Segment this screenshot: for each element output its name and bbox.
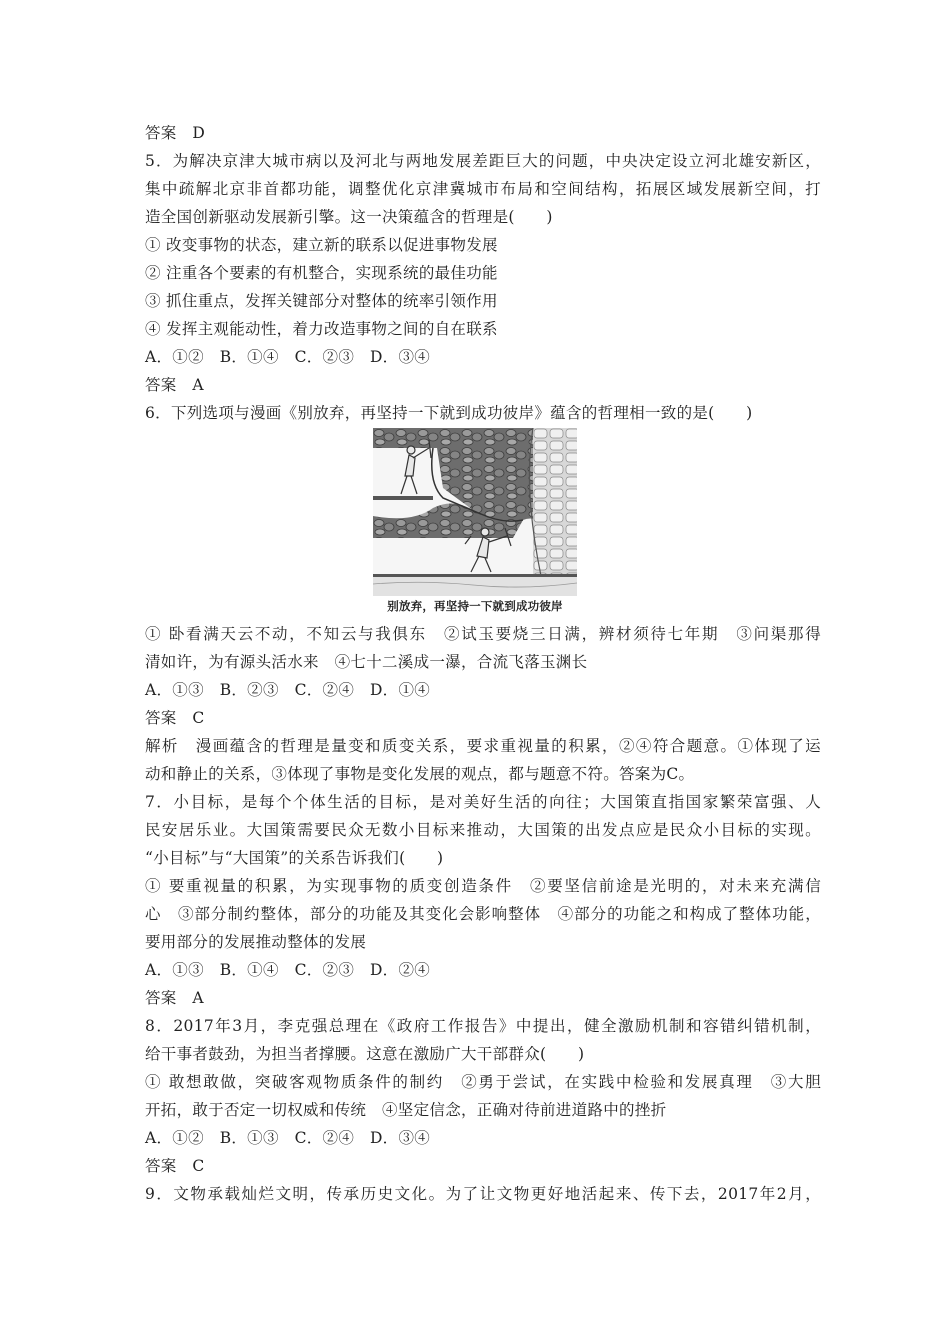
- answer-5: 答案 A: [145, 376, 204, 394]
- q6-option-line-2: 清如许，为有源头活水来 ④七十二溪成一瀑，合流飞落玉渊长: [145, 653, 588, 671]
- q6-analysis-line-2: 动和静止的关系，③体现了事物是变化发展的观点，都与题意不符。答案为C。: [145, 765, 695, 783]
- q6-option-line-1: ① 卧看满天云不动，不知云与我俱东 ②试玉要烧三日满，辨材须待七年期 ③问渠那得: [145, 625, 821, 643]
- cartoon-image: [373, 428, 577, 596]
- q7-stem-line-3: “小目标”与“大国策”的关系告诉我们( ): [145, 849, 444, 867]
- answer-6: 答案 C: [145, 709, 205, 727]
- q7-stem-line-2: 民安居乐业。大国策需要民众无数小目标来推动，大国策的出发点应是民众小目标的实现。: [145, 821, 821, 839]
- q6-analysis-line-1: 解析 漫画蕴含的哲理是量变和质变关系，要求重视量的积累，②④符合题意。①体现了运: [145, 737, 821, 755]
- q8-option-line-1: ① 敢想敢做，突破客观物质条件的制约 ②勇于尝试，在实践中检验和发展真理 ③大胆: [145, 1073, 821, 1091]
- q5-option-1: ① 改变事物的状态，建立新的联系以促进事物发展: [145, 236, 498, 254]
- q5-option-4: ④ 发挥主观能动性，着力改造事物之间的自在联系: [145, 320, 498, 338]
- q6-choices: A．①③ B．②③ C．②④ D．①④: [145, 681, 431, 699]
- cartoon-caption: 别放弃，再坚持一下就到成功彼岸: [387, 599, 563, 613]
- answer-8: 答案 C: [145, 1157, 205, 1175]
- q9-stem-line-1: 9．文物承载灿烂文明，传承历史文化。为了让文物更好地活起来、传下去，2017年2月，: [145, 1185, 821, 1203]
- q7-option-line-2: 心 ③部分制约整体，部分的功能及其变化会影响整体 ④部分的功能之和构成了整体功能，: [145, 905, 821, 923]
- q5-stem-line-2: 集中疏解北京非首都功能，调整优化京津冀城市布局和空间结构，拓展区域发展新空间，打: [145, 180, 821, 198]
- q8-choices: A．①② B．①③ C．②④ D．③④: [145, 1129, 431, 1147]
- answer-7: 答案 A: [145, 989, 204, 1007]
- q5-option-2: ② 注重各个要素的有机整合，实现系统的最佳功能: [145, 264, 498, 282]
- answer-4: 答案 D: [145, 124, 206, 142]
- q5-choices: A．①② B．①④ C．②③ D．③④: [145, 348, 431, 366]
- q7-option-line-1: ① 要重视量的积累，为实现事物的质变创造条件 ②要坚信前途是光明的，对未来充满信: [145, 877, 821, 895]
- q5-stem-line-3: 造全国创新驱动发展新引擎。这一决策蕴含的哲理是( ): [145, 208, 553, 226]
- q8-stem-line-1: 8．2017年3月，李克强总理在《政府工作报告》中提出，健全激励机制和容错纠错机制，: [145, 1017, 821, 1035]
- q7-stem-line-1: 7．小目标，是每个个体生活的目标，是对美好生活的向往；大国策直指国家繁荣富强、人: [145, 793, 821, 811]
- cartoon-illustration: [373, 428, 577, 596]
- q7-choices: A．①③ B．①④ C．②③ D．②④: [145, 961, 431, 979]
- q8-stem-line-2: 给干事者鼓劲，为担当者撑腰。这意在激励广大干部群众( ): [145, 1045, 585, 1063]
- q5-option-3: ③ 抓住重点，发挥关键部分对整体的统率引领作用: [145, 292, 498, 310]
- q8-option-line-2: 开拓，敢于否定一切权威和传统 ④坚定信念，正确对待前进道路中的挫折: [145, 1101, 667, 1119]
- q6-stem: 6．下列选项与漫画《别放弃，再坚持一下就到成功彼岸》蕴含的哲理相一致的是( ): [145, 404, 753, 422]
- q5-stem-line-1: 5．为解决京津大城市病以及河北与两地发展差距巨大的问题，中央决定设立河北雄安新区，: [145, 152, 821, 170]
- q7-option-line-3: 要用部分的发展推动整体的发展: [145, 933, 367, 951]
